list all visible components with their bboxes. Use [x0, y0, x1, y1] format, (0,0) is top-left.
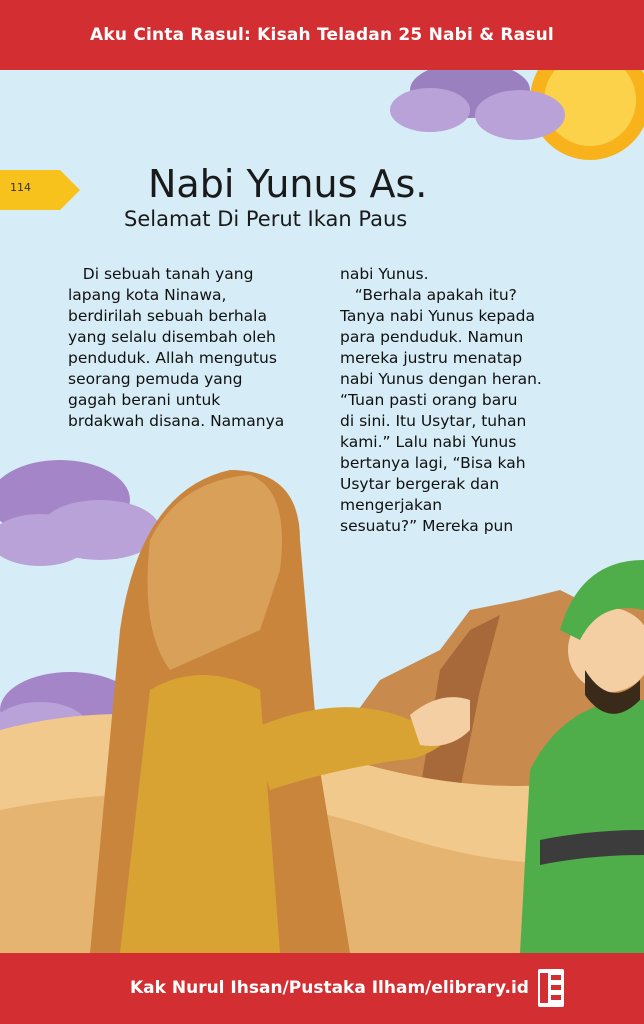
- story-line: lapang kota Ninawa,: [68, 286, 227, 304]
- footer-credit: Kak Nurul Ihsan/Pustaka Ilham/elibrary.id: [130, 978, 529, 998]
- story-title: Nabi Yunus As.: [148, 162, 428, 206]
- story-line: yang selalu disembah oleh: [68, 328, 276, 346]
- story-line: nabi Yunus.: [340, 265, 429, 283]
- story-line: Usytar bergerak dan: [340, 475, 500, 493]
- book-header: [0, 0, 644, 70]
- story-line: “Tuan pasti orang baru: [340, 391, 518, 409]
- story-line: bertanya lagi, “Bisa kah: [340, 454, 526, 472]
- story-line: berdirilah sebuah berhala: [68, 307, 267, 325]
- story-column-1: [68, 264, 318, 432]
- story-line: Di sebuah tanah yang: [68, 265, 254, 283]
- page-number-badge: [0, 170, 80, 210]
- story-line: Tanya nabi Yunus kepada: [340, 307, 536, 325]
- story-line: di sini. Itu Usytar, tuhan: [340, 412, 527, 430]
- book-footer: [0, 953, 644, 1024]
- story-line: “Berhala apakah itu?: [340, 286, 517, 304]
- story-line: brdakwah disana. Namanya: [68, 412, 285, 430]
- story-column-2: [340, 264, 590, 537]
- story-subtitle: Selamat Di Perut Ikan Paus: [124, 207, 408, 231]
- story-line: penduduk. Allah mengutus: [68, 349, 277, 367]
- story-line: seorang pemuda yang: [68, 370, 243, 388]
- story-line: gagah berani untuk: [68, 391, 221, 409]
- story-line: mereka justru menatap: [340, 349, 523, 367]
- story-line: kami.” Lalu nabi Yunus: [340, 433, 517, 451]
- elibrary-logo-icon: [538, 969, 564, 1007]
- story-line: mengerjakan: [340, 496, 443, 514]
- book-title: Aku Cinta Rasul: Kisah Teladan 25 Nabi & Rasul: [90, 25, 554, 45]
- story-line: sesuatu?” Mereka pun: [340, 517, 514, 535]
- page-number: 114: [10, 181, 31, 194]
- story-line: nabi Yunus dengan heran.: [340, 370, 542, 388]
- story-line: para penduduk. Namun: [340, 328, 524, 346]
